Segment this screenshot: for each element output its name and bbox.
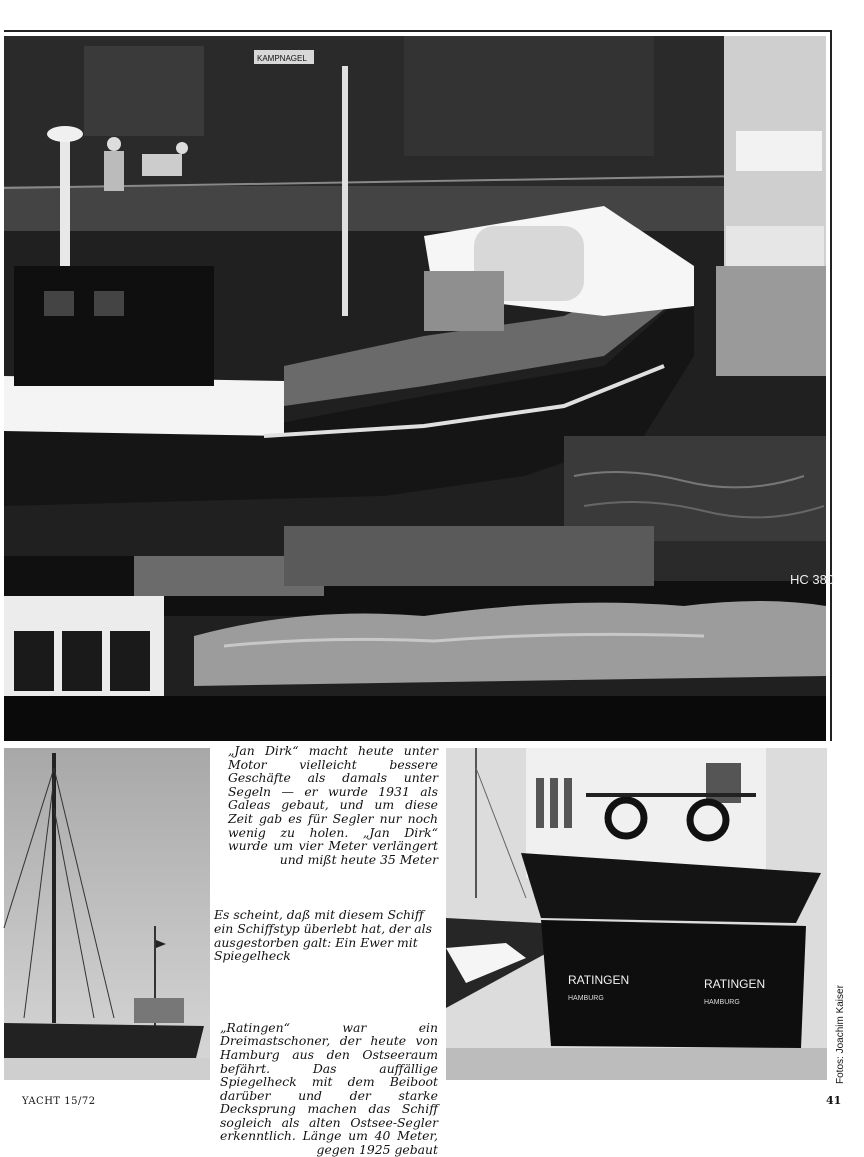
stern-name-left: RATINGEN	[568, 973, 630, 987]
ratingen-photo-drawing	[446, 748, 827, 1080]
photo-credit: Fotos: Joachim Kaiser	[835, 985, 846, 1084]
stern-name-right: RATINGEN	[704, 977, 766, 991]
page-top-rule	[4, 30, 832, 32]
page-right-rule	[830, 30, 832, 741]
registration-marking: HC 380	[790, 572, 835, 587]
caption-jan-dirk: „Jan Dirk“ macht heute unter Motor vielleicht bessere Geschäfte als damals unter Segeln — er wurde 1931 als Galeas gebaut, und um diese Zeit gab es für Segler nur noch wenig zu holen. „Jan Dirk“ wurde um vier Meter verlängert und mißt heute 35 Meter	[228, 743, 438, 867]
ewer-photo-drawing	[4, 748, 210, 1080]
photo-ratingen-stern	[446, 748, 827, 1080]
caption-column	[214, 744, 438, 1157]
photo-jan-dirk-harbour	[4, 36, 835, 741]
caption-ewer: Es scheint, daß mit diesem Schiff ein Schiffstyp überlebt hat, der als ausgestorben galt: Ein Ewer mit Spiegelheck	[214, 907, 432, 964]
stern-port-left: HAMBURG	[568, 995, 604, 1002]
kampnagel-sign: KAMPNAGEL	[257, 54, 307, 63]
caption-ratingen: „Ratingen“ war ein Dreimastschoner, der heute von Hamburg aus den Ostseeraum befährt. Das auffällige Spiegelheck mit dem Beiboot darüber und der starke Decksprung machen das Schiff sogleich als alten Ostsee-Segler erkenntlich. Länge um 40 Meter, gegen 1925 gebaut	[220, 1019, 438, 1157]
magazine-issue: YACHT 15/72	[22, 1096, 96, 1107]
photo-ewer-spiegelheck	[4, 748, 210, 1080]
stern-port-right: HAMBURG	[704, 999, 740, 1006]
harbour-photo-drawing	[4, 36, 835, 741]
page-number: 41	[826, 1094, 842, 1107]
